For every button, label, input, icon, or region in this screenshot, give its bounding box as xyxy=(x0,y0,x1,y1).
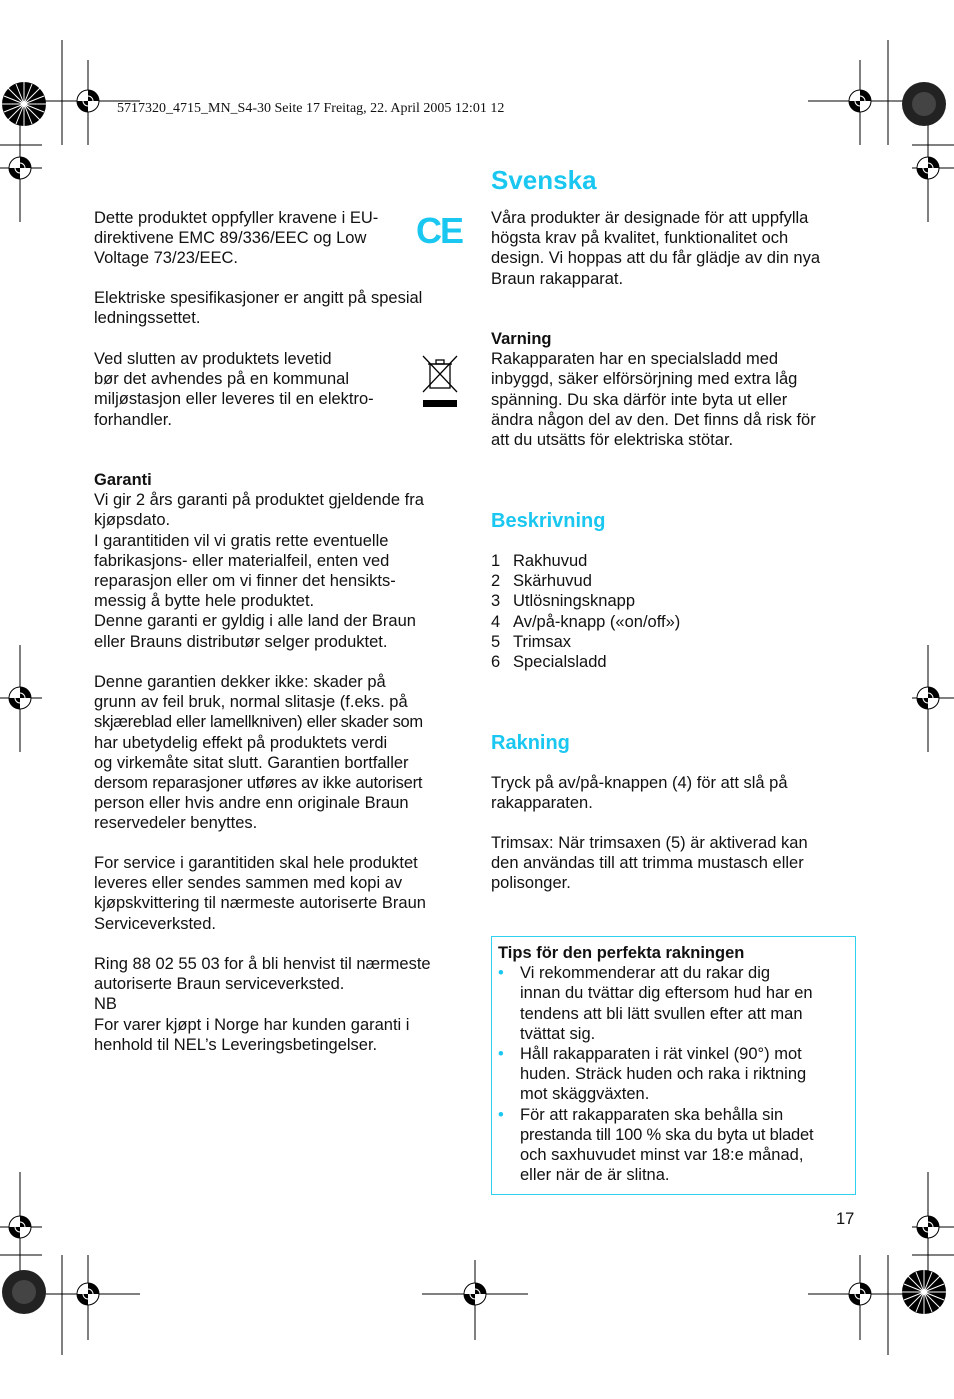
list-item: 5 Trimsax xyxy=(491,632,572,651)
ce-mark-icon: CE xyxy=(416,210,463,251)
disposal-paragraph: Ved slutten av produktets levetid bør det avhendes på en kommunal miljøstasjon eller leveres til en elektro- forhandler. xyxy=(94,350,374,429)
beskrivning-heading: Beskrivning xyxy=(491,510,606,532)
trimsax-paragraph: Trimsax: När trimsaxen (5) är aktiverad kan den användas till att trimma mustasch eller polisonger. xyxy=(491,834,808,893)
parts-list xyxy=(491,551,680,672)
list-item: • Vi rekommenderar att du rakar dig innan du tvättar dig eftersom hud har en tendens att bli lätt svullen efter att man tvättat sig. xyxy=(498,964,813,1043)
warning-heading: Varning xyxy=(491,330,552,348)
list-item: 3 Utlösningsknapp xyxy=(491,592,635,611)
tips-content xyxy=(498,943,813,1185)
service-paragraph: For service i garantitiden skal hele produktet leveres eller sendes sammen med kopi av kjøpskvittering til nærmeste autoriserte Braun Serviceverksted. xyxy=(94,854,426,933)
rakning-heading: Rakning xyxy=(491,732,570,754)
list-item: 1 Rakhuvud xyxy=(491,552,588,570)
list-item: 4 Av/på-knapp («on/off») xyxy=(491,612,681,631)
ce-paragraph: Dette produktet oppfyller kravene i EU- direktivene EMC 89/336/EEC og Low Voltage 73/23/EEC. xyxy=(94,209,379,268)
warning-section: Varning Rakapparaten har en specialsladd med inbyggd, säker elförsörjning med extra låg spänning. Du ska därför inte byta ut eller ändra någon del av den. Det finns då risk för att du utsätts för elektriska stötar. xyxy=(491,330,816,450)
rakning-paragraph: Tryck på av/på-knappen (4) för att slå på rakapparaten. xyxy=(491,774,788,813)
garanti-coverage-paragraph: Denne garantien dekker ikke: skader på grunn av feil bruk, normal slitasje (f.eks. på skjæreblad eller lamellkniven) eller skader som har ubetydelig effekt på produktets verdi og virkemåte sitat slutt. Garantien bortfaller dersom reparasjoner utføres av ikke autorisert person eller hvis andre enn originale Braun reservedeler benyttes. xyxy=(94,673,423,833)
tips-heading: Tips för den perfekta rakningen xyxy=(498,944,745,962)
garanti-heading: Garanti xyxy=(94,471,152,489)
print-header: 5717320_4715_MN_S4-30 Seite 17 Freitag, 22. April 2005 12:01 12 xyxy=(117,101,505,116)
bullet-icon: • xyxy=(498,964,504,983)
page-number: 17 xyxy=(836,1210,855,1228)
intro-paragraph: Våra produkter är designade för att uppfylla högsta krav på kvalitet, funktionalitet och design. Vi hoppas att du får glädje av din nya Braun rakapparat. xyxy=(491,209,821,288)
list-item: 6 Specialsladd xyxy=(491,653,607,672)
bullet-icon: • xyxy=(498,1105,504,1124)
electrical-spec-paragraph: Elektriske spesifikasjoner er angitt på spesial ledningssettet. xyxy=(94,289,423,328)
bullet-icon: • xyxy=(498,1045,504,1064)
list-item: • Håll rakapparaten i rät vinkel (90°) mot huden. Sträck huden och raka i riktning mot skäggväxten. xyxy=(498,1045,807,1104)
list-item: • För att rakapparaten ska behålla sin prestanda till 100 % ska du byta ut bladet och saxhuvudet minst var 18:e månad, eller när de är slitna. xyxy=(498,1105,814,1185)
ring-paragraph: Ring 88 02 55 03 for å bli henvist til nærmeste autoriserte Braun serviceverksted. NB For varer kjøpt i Norge har kunden garanti i henhold til NEL’s Leveringsbetingelser. xyxy=(94,955,431,1054)
list-item: 2 Skärhuvud xyxy=(491,572,592,591)
page-title: Svenska xyxy=(491,165,597,195)
crossed-bin-icon xyxy=(420,354,460,410)
garanti-section: Garanti Vi gir 2 års garanti på produktet gjeldende fra kjøpsdato. I garantitiden vil vi gratis rette eventuelle fabrikasjons- eller materialfeil, enten ved reparasjon eller om vi finner det hensikts- messig å bytte hele produktet. Denne garanti er gyldig i alle land der Braun eller Brauns distributør selger produktet. xyxy=(94,471,424,651)
